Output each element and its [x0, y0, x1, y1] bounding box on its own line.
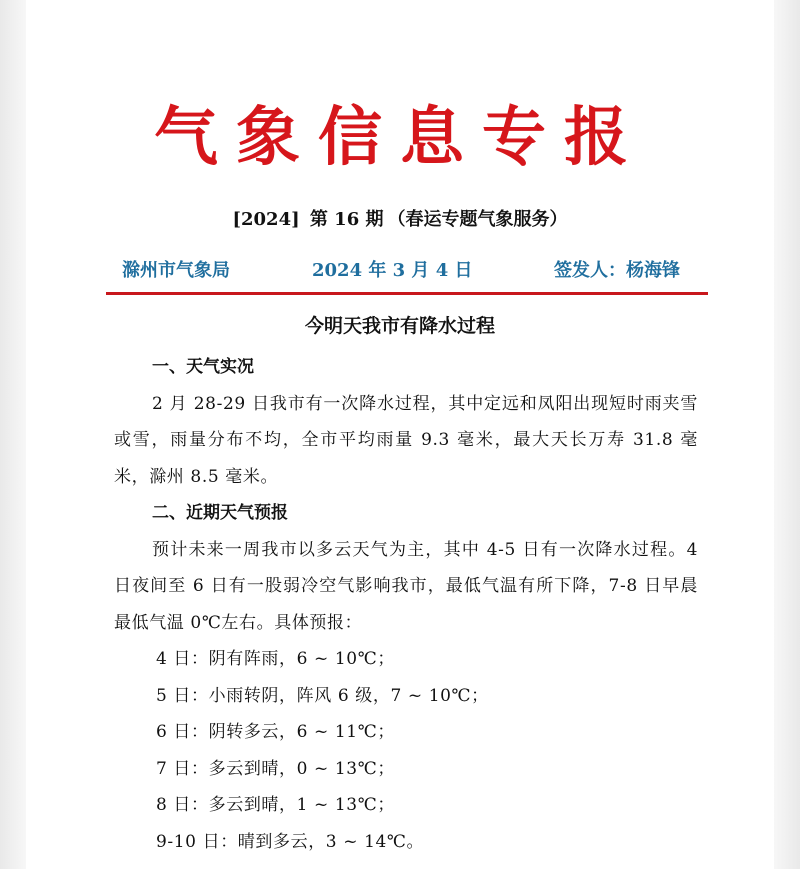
section-heading-forecast: 二、近期天气预报 — [152, 503, 288, 523]
forecast-item: 7 日：多云到晴，0 ~ 13℃； — [156, 758, 395, 779]
document-sheet — [26, 0, 774, 869]
section-heading-observations: 一、天气实况 — [152, 357, 254, 377]
article-body — [114, 349, 698, 860]
page-edge-left — [0, 0, 26, 869]
issuing-agency: 滁州市气象局 — [122, 260, 230, 281]
forecast-paragraph: 预计未来一周我市以多云天气为主，其中 4-5 日有一次降水过程。4 日夜间至 6 日有一股弱冷空气影响我市，最低气温有所下降，7-8 日早晨最低气温 0℃左右。具体预报： — [114, 539, 698, 633]
forecast-item: 8 日：多云到晴，1 ~ 13℃； — [156, 795, 395, 815]
page-edge-right — [774, 0, 800, 869]
issue-year: [2024] — [232, 209, 300, 230]
masthead-title: 气象信息专报 — [154, 100, 646, 175]
observations-paragraph: 2 月 28-29 日我市有一次降水过程，其中定远和凤阳出现短时雨夹雪或雪，雨量分布不均，全市平均雨量 9.3 毫米，最大天长万寿 31.8 毫米，滁州 8.5 毫米。 — [114, 393, 698, 487]
article-headline: 今明天我市有降水过程 — [304, 315, 495, 337]
forecast-item: 9-10 日：晴到多云，3 ~ 14℃。 — [156, 831, 425, 852]
issue-topic: （春运专题气象服务） — [387, 209, 568, 230]
issue-line — [26, 206, 774, 234]
meta-row — [122, 257, 680, 285]
forecast-item: 5 日：小雨转阴，阵风 6 级，7 ~ 10℃； — [156, 685, 489, 706]
red-divider — [106, 292, 708, 295]
issue-date: 2024 年 3 月 4 日 — [312, 260, 473, 281]
issue-number: 第 16 期 — [309, 209, 384, 230]
forecast-item: 6 日：阴转多云，6 ~ 11℃； — [156, 722, 395, 742]
forecast-item: 4 日：阴有阵雨，6 ~ 10℃； — [156, 649, 395, 669]
signer: 签发人：杨海锋 — [554, 260, 680, 281]
